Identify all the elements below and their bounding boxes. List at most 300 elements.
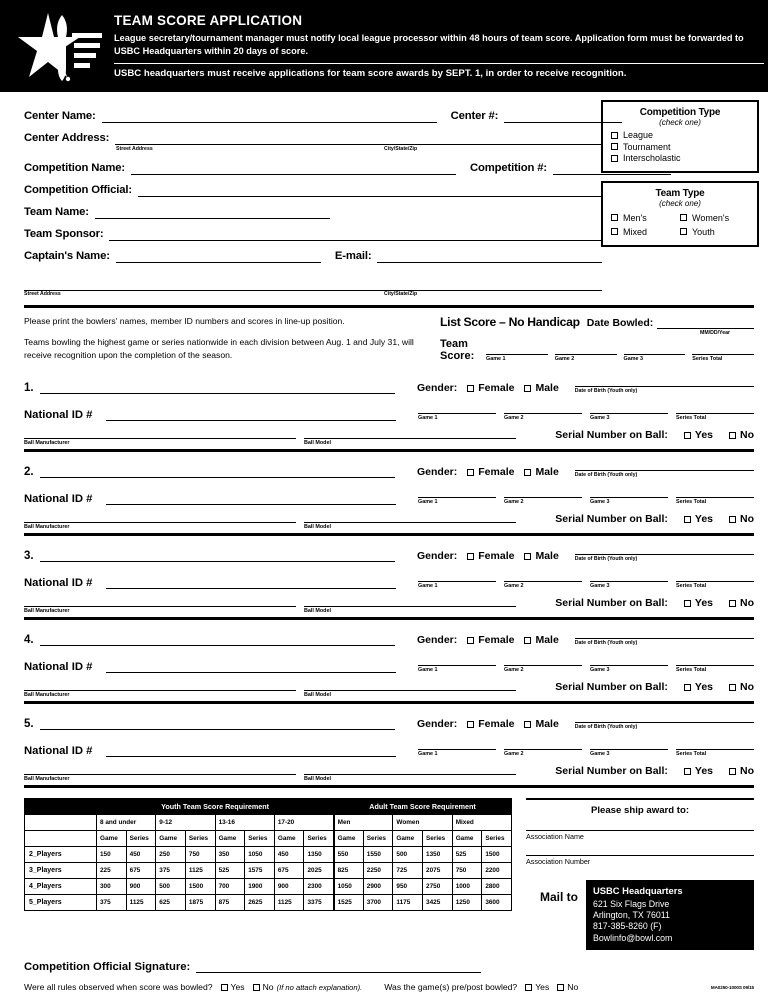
gender-option-male: Male xyxy=(535,382,559,395)
bowler-entries-section xyxy=(0,374,768,794)
captain-name-row xyxy=(24,242,602,263)
table-cell: 2200 xyxy=(482,863,512,879)
division-header-9-12: 9-12 xyxy=(156,815,215,831)
gender-option-female: Female xyxy=(478,550,515,563)
instruction-line-1: Please print the bowlers' names, member ID numbers and scores in line-up position. xyxy=(24,316,345,326)
checkbox-icon[interactable] xyxy=(611,228,618,235)
date-of-birth-input[interactable] xyxy=(575,459,754,471)
instruction-line-2: Teams bowling the highest game or series nationwide in each division between Aug. 1 and July 31, will receive recognition upon the completion of the season. xyxy=(24,337,414,360)
checkbox-icon[interactable] xyxy=(467,553,474,560)
bowler-name-input[interactable] xyxy=(40,465,395,478)
center-address-input[interactable] xyxy=(115,132,602,145)
competition-official-label: Competition Official: xyxy=(24,183,132,196)
bowler-score-col-1 xyxy=(418,402,496,421)
checkbox-icon[interactable] xyxy=(611,214,618,221)
ball-model-caption: Ball Model xyxy=(304,776,331,783)
table-cell: 3425 xyxy=(423,895,453,911)
gender-option-male: Male xyxy=(535,634,559,647)
center-number-label: Center #: xyxy=(450,109,499,122)
checkbox-icon[interactable] xyxy=(729,432,736,439)
checkbox-icon[interactable] xyxy=(611,143,618,150)
ball-manufacturer-input[interactable] xyxy=(24,679,296,691)
option-label: League xyxy=(623,130,654,140)
captain-address-captions xyxy=(24,291,602,299)
checkbox-icon[interactable] xyxy=(611,155,618,162)
gender-label: Gender: xyxy=(417,634,458,647)
team-score-game-1 xyxy=(486,343,548,362)
team-type-option-youth[interactable] xyxy=(680,227,749,237)
team-type-option-mens[interactable] xyxy=(611,213,680,223)
ball-manufacturer-input[interactable] xyxy=(24,763,296,775)
header-deadline-note: USBC headquarters must receive applications for team score awards by SEPT. 1, in order to receive recognition. xyxy=(114,68,627,80)
checkbox-icon[interactable] xyxy=(684,600,691,607)
table-cell: 825 xyxy=(334,863,364,879)
table-cell: 1875 xyxy=(185,895,215,911)
national-id-input[interactable] xyxy=(106,660,396,673)
serial-option-yes: Yes xyxy=(694,429,713,442)
row-label: 4_Players xyxy=(25,879,97,895)
column-caption: Game 3 xyxy=(623,356,643,363)
date-of-birth-input[interactable] xyxy=(575,543,754,555)
gender-label: Gender: xyxy=(417,466,458,479)
table-cell: 750 xyxy=(452,863,482,879)
table-cell: 450 xyxy=(274,847,304,863)
checkbox-icon[interactable] xyxy=(524,553,531,560)
date-bowled-input[interactable] xyxy=(657,317,754,329)
gender-option-female: Female xyxy=(478,634,515,647)
competition-type-option-league[interactable] xyxy=(611,130,749,140)
subheader-series: Series xyxy=(126,831,156,847)
bowler-score-col-3 xyxy=(590,654,668,673)
ball-manufacturer-input[interactable] xyxy=(24,595,296,607)
bowler-score-input[interactable] xyxy=(590,570,668,582)
national-id-label: National ID # xyxy=(24,577,93,590)
competition-type-option-tournament[interactable] xyxy=(611,142,749,152)
center-address-row xyxy=(24,124,602,145)
bowler-score-input[interactable] xyxy=(590,402,668,414)
hq-email: Bowlinfo@bowl.com xyxy=(593,932,673,943)
checkbox-icon[interactable] xyxy=(524,469,531,476)
table-cell: 1125 xyxy=(274,895,304,911)
subheader-row-spacer xyxy=(25,831,97,847)
bowler-score-input[interactable] xyxy=(676,654,754,666)
page-title: TEAM SCORE APPLICATION xyxy=(114,12,303,28)
serial-option-no: No xyxy=(740,597,754,610)
bowler-score-input[interactable] xyxy=(418,486,496,498)
bowler-number: 1. xyxy=(24,382,34,395)
bowler-score-col-3 xyxy=(590,402,668,421)
date-of-birth-caption: Date of Birth (Youth only) xyxy=(574,556,638,563)
competition-type-subtitle: (check one) xyxy=(659,118,701,127)
table-cell: 1500 xyxy=(185,879,215,895)
checkbox-icon[interactable] xyxy=(729,684,736,691)
bowler-score-input[interactable] xyxy=(504,486,582,498)
checkbox-icon[interactable] xyxy=(684,768,691,775)
team-score-label-line2: Score: xyxy=(440,349,475,362)
date-format-caption: MM/DD/Year xyxy=(700,330,730,336)
table-cell: 1000 xyxy=(452,879,482,895)
bowler-score-input[interactable] xyxy=(676,570,754,582)
center-address-captions xyxy=(24,146,602,154)
bowler-score-col-2 xyxy=(504,654,582,673)
bowler-entry xyxy=(24,542,754,626)
table-cell: 3375 xyxy=(304,895,334,911)
bowler-score-col-2 xyxy=(504,570,582,589)
bowler-divider xyxy=(24,617,754,620)
hq-fax: 817-385-8260 (F) xyxy=(593,921,662,932)
date-of-birth-input[interactable] xyxy=(575,375,754,387)
table-cell: 900 xyxy=(274,879,304,895)
bowler-score-col-1 xyxy=(418,570,496,589)
score-requirement-table-wrapper xyxy=(24,798,512,950)
bowler-entry xyxy=(24,458,754,542)
option-label: Youth xyxy=(692,226,715,237)
team-score-series-total-input[interactable] xyxy=(692,343,754,355)
bowler-name-input[interactable] xyxy=(40,633,395,646)
column-caption: Game 3 xyxy=(590,499,610,506)
bowler-number: 5. xyxy=(24,718,34,731)
option-label: Tournament xyxy=(623,141,671,152)
association-name-input[interactable] xyxy=(526,830,754,831)
national-id-label: National ID # xyxy=(24,493,93,506)
checkbox-icon[interactable] xyxy=(729,600,736,607)
usbc-star-bowling-pin-logo xyxy=(18,7,104,85)
division-header-mixed: Mixed xyxy=(452,815,511,831)
column-caption: Game 2 xyxy=(504,667,524,674)
option-label: Mixed xyxy=(623,226,648,237)
checkbox-icon[interactable] xyxy=(680,228,687,235)
team-score-game-2 xyxy=(555,343,617,362)
column-caption: Game 2 xyxy=(504,751,524,758)
center-address-label: Center Address: xyxy=(24,131,110,144)
competition-number-label: Competition #: xyxy=(470,161,547,174)
bowler-score-input[interactable] xyxy=(504,402,582,414)
competition-name-label: Competition Name: xyxy=(24,161,126,174)
header-subtitle: League secretary/tournament manager must notify local league processor within 48 hours of team score. Application form must be forwarded to USBC Headquarters within 20 days of score. xyxy=(114,32,744,56)
bowler-score-input[interactable] xyxy=(590,738,668,750)
table-cell: 2075 xyxy=(423,863,453,879)
table-cell: 450 xyxy=(126,847,156,863)
instructions-and-team-score-section xyxy=(0,308,768,370)
prepost-bowled-question: Was the game(s) pre/post bowled? xyxy=(384,982,518,993)
column-caption: Game 1 xyxy=(418,499,438,506)
national-id-input[interactable] xyxy=(106,576,396,589)
ball-model-caption: Ball Model xyxy=(304,524,331,531)
bowler-score-input[interactable] xyxy=(504,654,582,666)
serial-option-yes: Yes xyxy=(694,681,713,694)
checkbox-icon[interactable] xyxy=(467,385,474,392)
checkbox-icon[interactable] xyxy=(729,768,736,775)
national-id-input[interactable] xyxy=(106,744,396,757)
checkbox-icon[interactable] xyxy=(680,214,687,221)
checkbox-icon[interactable] xyxy=(684,516,691,523)
competition-type-option-interscholastic[interactable] xyxy=(611,153,749,163)
column-caption: Series Total xyxy=(676,499,707,506)
column-caption: Game 1 xyxy=(418,583,438,590)
column-caption: Series Total xyxy=(676,415,707,422)
captain-name-label: Captain's Name: xyxy=(24,249,110,262)
division-header-women: Women xyxy=(393,815,452,831)
score-requirement-table xyxy=(24,798,512,911)
bowler-divider xyxy=(24,533,754,536)
rules-observed-yes: Yes xyxy=(230,982,245,993)
ball-model-caption: Ball Model xyxy=(304,608,331,615)
signature-input[interactable] xyxy=(196,960,481,973)
bowler-score-input[interactable] xyxy=(504,738,582,750)
date-of-birth-caption: Date of Birth (Youth only) xyxy=(574,388,638,395)
checkbox-icon[interactable] xyxy=(467,469,474,476)
checkbox-icon[interactable] xyxy=(524,385,531,392)
date-of-birth-caption: Date of Birth (Youth only) xyxy=(574,472,638,479)
table-row xyxy=(25,895,512,911)
date-of-birth-caption: Date of Birth (Youth only) xyxy=(574,640,638,647)
team-type-title: Team Type xyxy=(655,187,705,199)
bowler-score-input[interactable] xyxy=(418,570,496,582)
option-label: Women's xyxy=(692,212,730,223)
bowler-score-col-2 xyxy=(504,738,582,757)
form-code: MA0250-1000S 09/15 xyxy=(710,985,754,991)
checkbox-icon[interactable] xyxy=(684,432,691,439)
team-sponsor-row xyxy=(24,220,602,241)
team-score-game-3 xyxy=(624,343,686,362)
checkbox-icon[interactable] xyxy=(253,984,260,991)
table-cell: 1175 xyxy=(393,895,423,911)
subheader-game: Game xyxy=(97,831,127,847)
bowler-score-input[interactable] xyxy=(676,402,754,414)
table-cell: 350 xyxy=(215,847,245,863)
serial-option-no: No xyxy=(740,429,754,442)
column-caption: Game 3 xyxy=(590,751,610,758)
national-id-input[interactable] xyxy=(106,408,396,421)
team-score-game-2-input[interactable] xyxy=(555,343,617,355)
table-cell: 1900 xyxy=(245,879,275,895)
column-caption: Series Total xyxy=(676,751,707,758)
column-caption: Game 3 xyxy=(590,667,610,674)
team-score-game-3-input[interactable] xyxy=(624,343,686,355)
bowler-score-input[interactable] xyxy=(504,570,582,582)
column-caption: Game 2 xyxy=(504,583,524,590)
table-cell: 1125 xyxy=(185,863,215,879)
table-group-header-row xyxy=(25,799,512,815)
team-score-series-total xyxy=(692,343,754,362)
team-type-subtitle: (check one) xyxy=(659,198,701,208)
bowler-score-col-1 xyxy=(418,738,496,757)
row-label: 2_Players xyxy=(25,847,97,863)
subheader-game: Game xyxy=(274,831,304,847)
team-score-game-1-input[interactable] xyxy=(486,343,548,355)
table-cell: 2250 xyxy=(363,863,393,879)
serial-option-no: No xyxy=(740,681,754,694)
team-score-label-line1: Team xyxy=(440,338,468,350)
subheader-game: Game xyxy=(156,831,186,847)
table-cell: 2750 xyxy=(423,879,453,895)
table-row xyxy=(25,863,512,879)
subheader-game: Game xyxy=(452,831,482,847)
competition-official-input[interactable] xyxy=(138,184,602,197)
rules-observed-no: No xyxy=(262,982,274,993)
ball-model-input[interactable] xyxy=(304,763,516,775)
table-cell: 550 xyxy=(334,847,364,863)
serial-option-no: No xyxy=(740,513,754,526)
type-selection-boxes xyxy=(601,100,759,247)
serial-option-yes: Yes xyxy=(694,765,713,778)
team-name-row xyxy=(24,198,602,219)
table-cell: 1575 xyxy=(245,863,275,879)
subheader-series: Series xyxy=(423,831,453,847)
bowler-name-input[interactable] xyxy=(40,381,395,394)
subheader-game: Game xyxy=(215,831,245,847)
bowler-number: 2. xyxy=(24,466,34,479)
subheader-series: Series xyxy=(363,831,393,847)
ball-manufacturer-input[interactable] xyxy=(24,427,296,439)
bowler-entry xyxy=(24,374,754,458)
row-label: 3_Players xyxy=(25,863,97,879)
bowler-score-col-3 xyxy=(590,570,668,589)
division-header-13-16: 13-16 xyxy=(215,815,274,831)
bowler-divider xyxy=(24,785,754,788)
bowler-score-col-3 xyxy=(590,738,668,757)
checkbox-icon[interactable] xyxy=(525,984,532,991)
table-cell: 1350 xyxy=(304,847,334,863)
checkbox-icon[interactable] xyxy=(557,984,564,991)
table-cell: 1500 xyxy=(482,847,512,863)
checkbox-icon[interactable] xyxy=(611,132,618,139)
bowler-score-col-1 xyxy=(418,486,496,505)
city-state-zip-caption: City/State/Zip xyxy=(384,146,418,152)
city-state-zip-caption: City/State/Zip xyxy=(384,291,418,297)
gender-option-female: Female xyxy=(478,718,515,731)
bowler-name-input[interactable] xyxy=(40,717,395,730)
bowler-score-input[interactable] xyxy=(418,654,496,666)
rules-observed-question: Were all rules observed when score was bowled? xyxy=(24,982,213,993)
checkbox-icon[interactable] xyxy=(467,637,474,644)
date-of-birth-input[interactable] xyxy=(575,711,754,723)
usbc-headquarters-address xyxy=(586,880,754,950)
national-id-label: National ID # xyxy=(24,409,93,422)
subheader-series: Series xyxy=(185,831,215,847)
table-cell: 675 xyxy=(126,863,156,879)
team-name-input[interactable] xyxy=(95,206,330,219)
table-cell: 2300 xyxy=(304,879,334,895)
serial-number-label: Serial Number on Ball: xyxy=(555,681,668,694)
bowler-divider xyxy=(24,701,754,704)
ball-manufacturer-input[interactable] xyxy=(24,511,296,523)
table-cell: 3600 xyxy=(482,895,512,911)
table-cell: 375 xyxy=(97,895,127,911)
gender-option-male: Male xyxy=(535,550,559,563)
center-name-row xyxy=(24,102,602,123)
team-sponsor-input[interactable] xyxy=(109,228,602,241)
national-id-input[interactable] xyxy=(106,492,396,505)
serial-number-label: Serial Number on Ball: xyxy=(555,513,668,526)
column-caption: Game 1 xyxy=(418,415,438,422)
column-caption: Game 2 xyxy=(554,356,575,363)
captain-name-input[interactable] xyxy=(116,250,321,263)
bowler-score-input[interactable] xyxy=(590,654,668,666)
group-header-spacer xyxy=(25,799,97,815)
subheader-series: Series xyxy=(245,831,275,847)
bowler-score-input[interactable] xyxy=(418,738,496,750)
checkbox-icon[interactable] xyxy=(684,684,691,691)
list-score-block xyxy=(432,315,754,370)
table-cell: 1050 xyxy=(245,847,275,863)
table-cell: 2025 xyxy=(304,863,334,879)
table-cell: 1125 xyxy=(126,895,156,911)
ball-model-input[interactable] xyxy=(304,427,516,439)
association-name-label: Association Name xyxy=(526,832,584,842)
subheader-game: Game xyxy=(393,831,423,847)
prepost-bowled-yes: Yes xyxy=(535,982,550,993)
bowler-name-input[interactable] xyxy=(40,549,395,562)
division-row-spacer xyxy=(25,815,97,831)
ball-model-caption: Ball Model xyxy=(304,440,331,447)
table-cell: 625 xyxy=(156,895,186,911)
ball-model-input[interactable] xyxy=(304,511,516,523)
street-address-caption: Street Address xyxy=(24,291,61,297)
subheader-series: Series xyxy=(304,831,334,847)
bowler-score-input[interactable] xyxy=(418,402,496,414)
competition-name-row xyxy=(24,154,602,175)
checkbox-icon[interactable] xyxy=(729,516,736,523)
bowler-score-input[interactable] xyxy=(676,486,754,498)
bowler-score-input[interactable] xyxy=(590,486,668,498)
bowler-score-col-4 xyxy=(676,570,754,589)
checkbox-icon[interactable] xyxy=(524,637,531,644)
instructions-block xyxy=(24,315,432,370)
table-cell: 525 xyxy=(452,847,482,863)
table-cell: 725 xyxy=(393,863,423,879)
competition-name-input[interactable] xyxy=(131,162,456,175)
center-name-input[interactable] xyxy=(102,110,437,123)
date-bowled-label: Date Bowled: xyxy=(586,317,654,329)
group-header-adult: Adult Team Score Requirement xyxy=(334,799,512,815)
hq-city: Arlington, TX 76011 xyxy=(593,910,670,920)
subheader-game: Game xyxy=(334,831,364,847)
division-header-17-20: 17-20 xyxy=(274,815,333,831)
bowler-score-input[interactable] xyxy=(676,738,754,750)
ball-manufacturer-caption: Ball Manufacturer xyxy=(24,608,70,615)
bowler-score-col-1 xyxy=(418,654,496,673)
checkbox-icon[interactable] xyxy=(467,721,474,728)
competition-type-box xyxy=(601,100,759,173)
checkbox-icon[interactable] xyxy=(524,721,531,728)
rules-observed-note: (If no attach explanation). xyxy=(276,982,363,992)
checkbox-icon[interactable] xyxy=(221,984,228,991)
table-cell: 950 xyxy=(393,879,423,895)
email-input[interactable] xyxy=(377,250,602,263)
team-type-option-mixed[interactable] xyxy=(611,227,680,237)
serial-option-yes: Yes xyxy=(694,597,713,610)
hq-name: USBC Headquarters xyxy=(593,885,683,897)
column-caption: Game 2 xyxy=(504,499,524,506)
gender-option-male: Male xyxy=(535,466,559,479)
captain-address-input[interactable] xyxy=(24,276,602,291)
team-type-option-womens[interactable] xyxy=(680,213,749,223)
ball-model-input[interactable] xyxy=(304,595,516,607)
gender-label: Gender: xyxy=(417,550,458,563)
column-caption: Game 1 xyxy=(418,667,438,674)
date-of-birth-input[interactable] xyxy=(575,627,754,639)
division-header-men: Men xyxy=(334,815,393,831)
association-number-input[interactable] xyxy=(526,855,754,856)
table-cell: 1050 xyxy=(334,879,364,895)
bowler-entry xyxy=(24,626,754,710)
column-caption: Series Total xyxy=(676,667,707,674)
ball-manufacturer-caption: Ball Manufacturer xyxy=(24,776,70,783)
ball-model-input[interactable] xyxy=(304,679,516,691)
bowler-score-col-4 xyxy=(676,486,754,505)
competition-official-row xyxy=(24,176,602,197)
